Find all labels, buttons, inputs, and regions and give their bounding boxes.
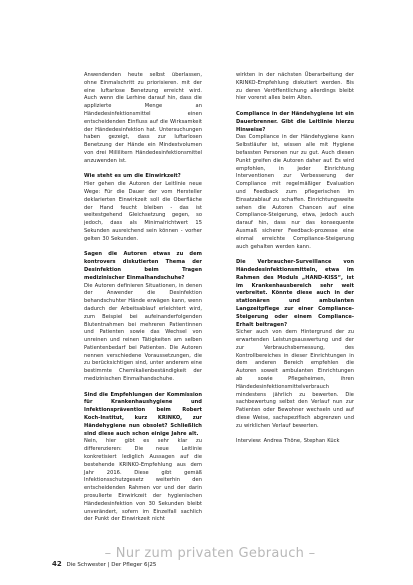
page-footer (52, 560, 156, 568)
left-para-1: Anwendenden heute selbst überlassen, ohne Einmalschritt zu priorisieren. mit der eine luftarlose Benetzung erreicht wird. Auch wenn die Lerhine darauf hin, dass die applizierte Menge an Händedesinfektionsmittel einen entscheidenden Einfluss auf die Wirksamkeit der Händedesinfektion hat. Untersuchungen haben gezeigt, dass zur luftarlosen Benetzung der Hände ein Mindestvolumen von drei Millilitern Händedesinfektionsmittel anzuwenden ist. (84, 72, 202, 164)
left-para-3: Die Autoren definieren Situationen, in denen der Anwender die Desinfektion behandschuhter Hände erwägen kann, wenn dadurch der Arbeitsablauf erleichtert wird, zum Beispiel bei aufeinanderfolgenden Blutentnahmen bei mehreren Patientinnen und Patienten sowie das Wechsel von unreinen und reinen Tätigkeiten am selben Patientenbedarf bei Patienten. Die Autoren nennen verschiedene Voraussetzungen, die zu berücksichtigen sind, unter anderem eine bestimmte Chemikalienbeständigkeit der medizinischen Einmalhandschuhe. (84, 282, 202, 383)
left-heading-2: Sagen die Autoren etwas zu dem kontrovers diskutierten Thema der Desinfektion beim Tragen medizinischer Einmalhandschuhe? (84, 251, 202, 281)
right-column (236, 72, 354, 446)
running-footer: Die Schwester | Der Pfleger 6|25 (66, 562, 157, 568)
right-para-3: Sicher auch von dem Hintergrund der zu erwartenden Leistungsauswertung und der zur Verbrauchsbemessung, des Kontrollbereiches in dieser Einrichtungen in dem anderen Bereich empfehlen die Autoren soweit ambulanten Einrichtungen ab sowie Pflegeheimen, ihren Händedesinfektionsmittelverbrauch mindestens jährlich zu bewerten. Die sachbewertung selbst den Verlauf nun zur Patienten oder Bewohner wechseln und auf diese Weise, sachspezifisch abgrenzen und zu wirklichen Verlauf bewerten. (236, 329, 354, 429)
right-para-1: wirkten in der nächsten Überarbeitung der KRINKO-Empfehlung diskutiert werden. Bis zu deren Veröffentlichung allerdings bleibt hier vorerst alles beim Alten. (236, 72, 354, 102)
left-para-4: Nein, hier gibt es sehr klar zu differenzieren: Die neue Leitlinie konkretisiert lediglich Aussagen auf die bestehende KRINKO-Empfehlung aus dem Jahr 2016. Diese gibt gemäß Infektionsschutzgesetz weiterhin den entscheidenden Rahmen vor und der darin prosulierte Einwirkzeit der hygienischen Händedesinfektion von 30 Sekunden bleibt unverändert, sofern im Einzelfall sachlich der Punkt der Einwirkzeit nicht (84, 438, 202, 523)
left-heading-1: Wie steht es um die Einwirkzeit? (84, 173, 181, 180)
watermark: – Nur zum privaten Gebrauch – (104, 546, 316, 561)
right-heading-2: Die Verbraucher-Surveillance von Händedesinfektionsmitteln, etwa im Rahmen des Moduls „HAND-KISS“, ist im Krankenhausbereich sehr weit verbreitet. Könnte diese auch in der stationären und ambulanten Langzeitpflege zur einer Compliance-Steigerung oder einem Compliance-Erhalt beitragen? (236, 259, 354, 328)
left-heading-3: Sind die Empfehlungen der Kommission für Krankenhaushygiene und Infektionsprävention beim Robert Koch-Institut, kurz KRINKO, zur Händehygiene nun obsolet? Schließlich sind diese auch schon einige Jahre alt. (84, 391, 202, 437)
interview-credit: Interview: Andrea Thöne, Stephan Kück (236, 438, 340, 445)
page-number: 42 (52, 560, 62, 568)
right-para-2: Das Compliance in der Händehygiene kann Selbstläufer ist, wissen alle mit Hygiene befassten Personen nur zu gut. Auch diesen Punkt greifen die Autoren daher auf. Es wird empfohlen, in jeder Einrichtung Interventionen zur Verbesserung der Compliance mit regelmäßiger Evaluation und Feedback zum pflegerischen im Einsatzablauf zu schaffen. Einrichtungsweite sehen die Autoren Chancen auf eine Compliance-Steigerung, etwa, jedoch auch darauf hin, dass nur das konsequente Ausmaß sicherer Feedback-prozesse eine einmal erreichte Compliance-Steigerung auch gehalten werden kann. (236, 134, 354, 250)
left-column (84, 72, 202, 524)
left-para-2: Hier gehen die Autoren der Leitlinie neue Wege: Für die Dauer der vom Hersteller deklarierten Einwirkzeit soll die Oberfläche der Hand feucht bleiben - das ist weitestgehend Gleichsetzung gegen, so jedoch, dass als Minimalrichtwert 15 Sekunden ausreichend sein können - vorher gelten 30 Sekunden. (84, 181, 202, 242)
right-heading-1: Compliance in der Händehygiene ist ein Dauerbrenner. Gibt die Leitlinie hierzu Hinweise? (236, 110, 354, 133)
